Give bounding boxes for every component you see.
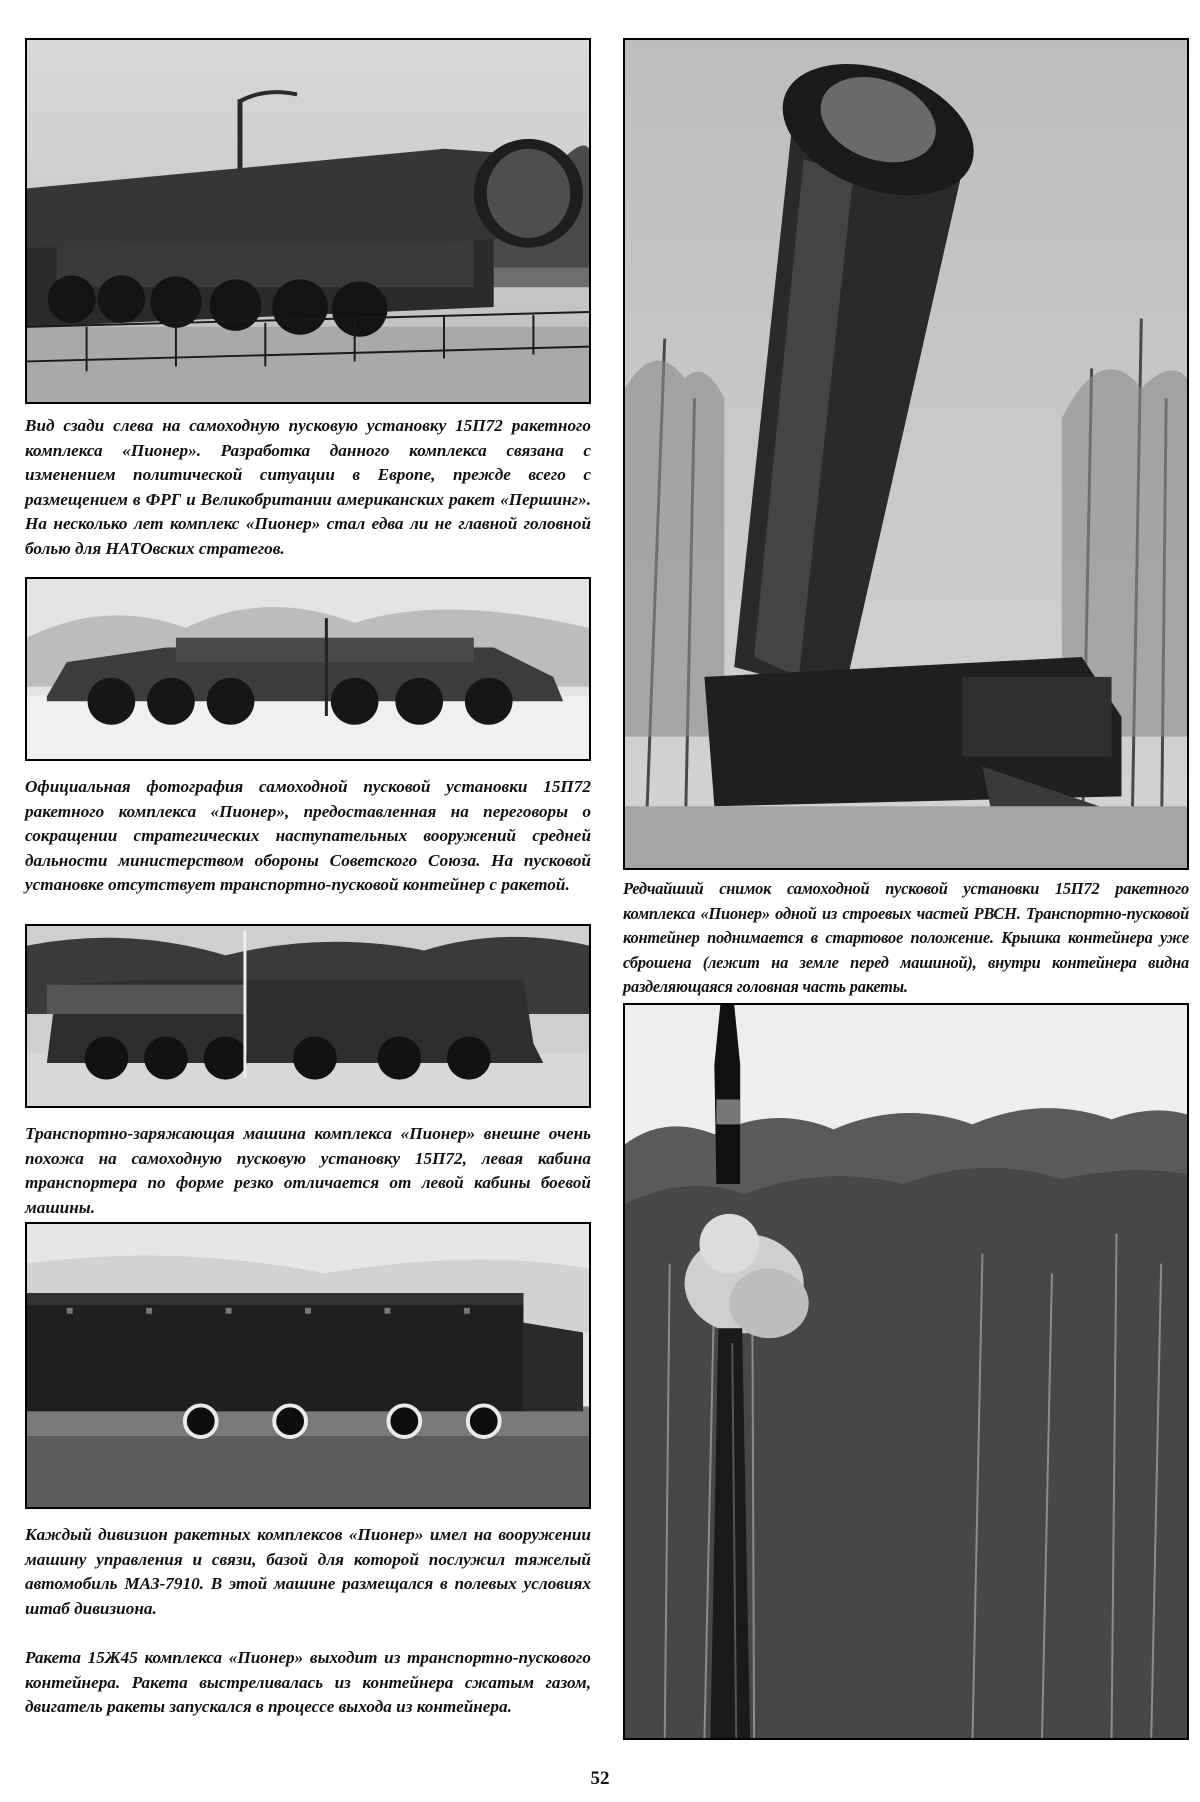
missile-launch-image bbox=[625, 1005, 1187, 1738]
photo-transport-loader bbox=[25, 924, 591, 1108]
photo-launcher-official bbox=[25, 577, 591, 761]
launcher-official-image bbox=[27, 579, 589, 759]
transport-loader-image bbox=[27, 926, 589, 1106]
photo-container-raising bbox=[623, 38, 1189, 870]
page-number: 52 bbox=[590, 1768, 610, 1789]
caption-missile-launch: Ракета 15Ж45 комплекса «Пионер» выходит из транспортно-пускового контейнера. Ракета выстреливалась из контейнера сжатым газом, двигатель ракеты запускался в процессе выхода из контейнера. bbox=[25, 1648, 591, 1716]
caption-launcher-official: Официальная фотография самоходной пусковой установки 15П72 ракетного комплекса «Пионер», предоставленная на переговоры о сокращении стратегических наступательных вооружений средней дальности министерством обороны Советского Союза. На пусковой установке отсутствует транспортно-пусковой контейнер с ракетой. bbox=[25, 777, 591, 894]
launcher-rear-view-image bbox=[27, 40, 589, 402]
caption-transport-loader: Транспортно-заряжающая машина комплекса «Пионер» внешне очень похожа на самоходную пусковую установку 15П72, левая кабина транспортера по форме резко отличается от левой кабины боевой машины. bbox=[25, 1124, 591, 1217]
caption-container-raising: Редчайший снимок самоходной пусковой установки 15П72 ракетного комплекса «Пионер» одной из строевых частей РВСН. Транспортно-пусковой контейнер поднимается в стартовое положение. Крышка контейнера уже сброшена (лежит на земле перед машиной), внутри контейнера видна разделяющаяся головная часть ракеты. bbox=[623, 879, 1189, 996]
command-vehicle-image bbox=[27, 1224, 589, 1507]
caption-launcher-rear-view: Вид сзади слева на самоходную пусковую установку 15П72 ракетного комплекса «Пионер». Разработка данного комплекса связана с изменением политической ситуации в Европе, прежде всего с размещением в ФРГ и Великобритании американских ракет «Першинг». На несколько лет комплекс «Пионер» стал едва ли не главной головной болью для НАТОвских стратегов. bbox=[25, 416, 591, 558]
caption-command-vehicle: Каждый дивизион ракетных комплексов «Пионер» имел на вооружении машину управления и связи, базой для которой послужил тяжелый автомобиль МАЗ-7910. В этой машине размещался в полевых условиях штаб дивизиона. bbox=[25, 1525, 591, 1618]
container-raising-image bbox=[625, 40, 1187, 868]
photo-command-vehicle bbox=[25, 1222, 591, 1509]
photo-launcher-rear-view bbox=[25, 38, 591, 404]
photo-missile-launch bbox=[623, 1003, 1189, 1740]
